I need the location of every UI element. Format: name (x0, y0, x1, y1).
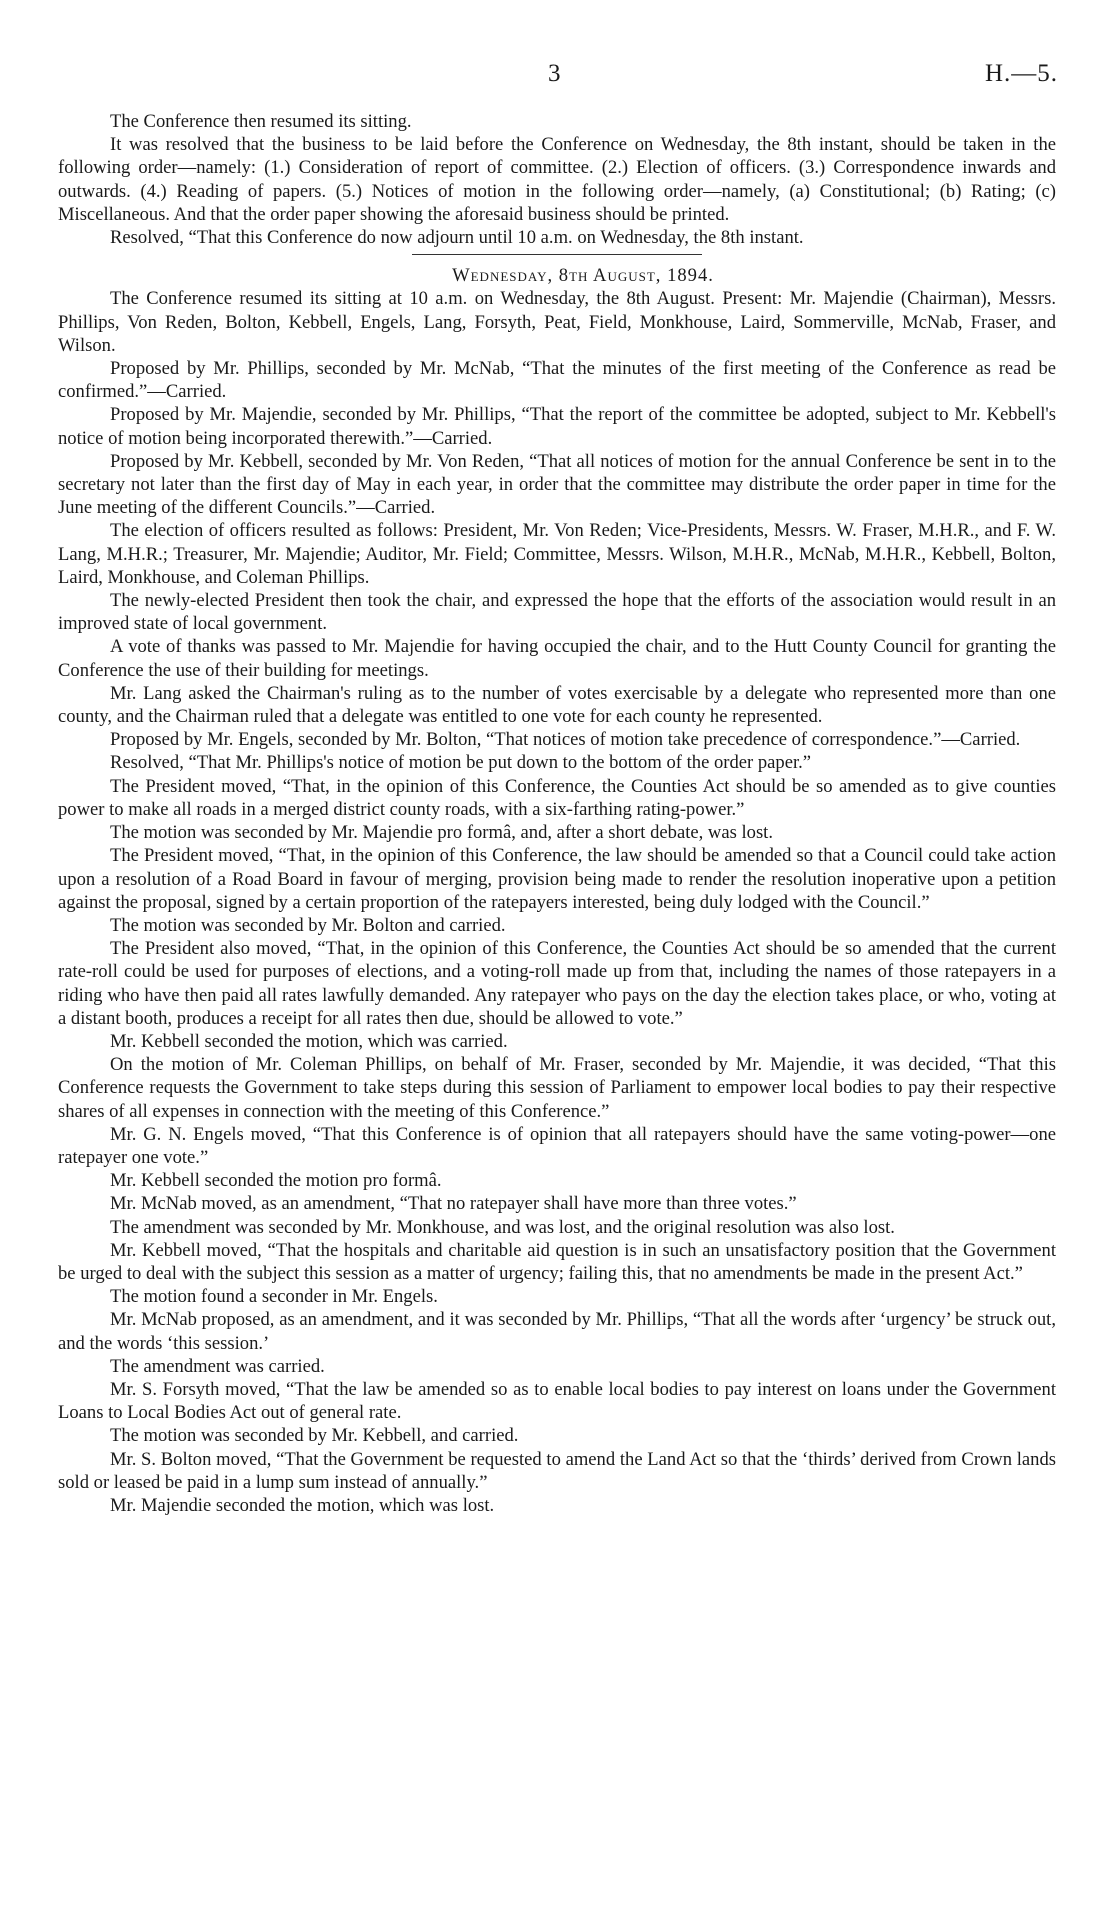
paragraph: The motion was seconded by Mr. Kebbell, and carried. (110, 1425, 519, 1447)
paragraph: Mr. G. N. Engels moved, “That this Conference is of opinion that all ratepayers should have the same voting-power—one ratepayer one vote.” (58, 1123, 1056, 1168)
paragraph: The President also moved, “That, in the opinion of this Conference, the Counties Act should be so amended that the current rate-roll could be used for purposes of elections, and a voting-roll made up from that, including the names of those ratepayers in a riding who have then paid all rates lawfully demanded. Any ratepayer who pays on the day the election takes place, or who, voting at a distant booth, produces a receipt for all rates then due, should be allowed to vote.” (58, 938, 1056, 1029)
paragraph: Proposed by Mr. Phillips, seconded by Mr. McNab, “That the minutes of the first meeting of the Conference as read be confirmed.”—Carried. (58, 358, 1056, 403)
paragraph: On the motion of Mr. Coleman Phillips, on behalf of Mr. Fraser, seconded by Mr. Majendie, it was decided, “That this Conference requests the Government to take steps during this session of Parliament to empower local bodies to pay their respective shares of all expenses in connection with the meeting of this Conference.” (58, 1054, 1056, 1122)
paragraph: Proposed by Mr. Majendie, seconded by Mr. Phillips, “That the report of the committee be adopted, subject to Mr. Kebbell's notice of motion being incorporated therewith.”—Carried. (58, 404, 1056, 449)
paragraph: Mr. Kebbell seconded the motion pro formâ. (110, 1170, 442, 1192)
paragraph: The Conference resumed its sitting at 10 a.m. on Wednesday, the 8th August. Present: Mr. Majendie (Chairman), Messrs. Phillips, Von Reden, Bolton, Kebbell, Engels, Lang, Forsyth, Peat, Field, Monkhouse, Laird, Sommerville, McNab, Fraser, and Wilson. (58, 288, 1056, 356)
paragraph: Mr. Majendie seconded the motion, which was lost. (110, 1494, 495, 1516)
paragraph: Mr. McNab moved, as an amendment, “That no ratepayer shall have more than three votes.” (110, 1193, 797, 1215)
page-body (58, 110, 1056, 1517)
paragraph: The motion was seconded by Mr. Bolton and carried. (110, 914, 506, 936)
paragraph: Mr. S. Forsyth moved, “That the law be amended so as to enable local bodies to pay interest on loans under the Government Loans to Local Bodies Act out of general rate. (58, 1378, 1056, 1424)
document-reference: H.—5. (984, 60, 1058, 87)
page-number: 3 (548, 60, 561, 87)
section-heading: Wednesday, 8th August, 1894. (452, 265, 714, 287)
paragraph: Mr. McNab proposed, as an amendment, and it was seconded by Mr. Phillips, “That all the words after ‘urgency’ be struck out, and the words ‘this session.’ (58, 1309, 1056, 1354)
paragraph: The motion was seconded by Mr. Majendie pro formâ, and, after a short debate, was lost. (110, 822, 773, 844)
paragraph: Mr. Kebbell seconded the motion, which was carried. (110, 1030, 508, 1052)
page-header (0, 60, 1114, 90)
paragraph: The amendment was carried. (110, 1355, 325, 1377)
paragraph: The newly-elected President then took the chair, and expressed the hope that the efforts of the association would result in an improved state of local government. (58, 590, 1056, 635)
paragraph: The election of officers resulted as follows: President, Mr. Von Reden; Vice-Presidents, Messrs. W. Fraser, M.H.R., and F. W. Lang, M.H.R.; Treasurer, Mr. Majendie; Auditor, Mr. Field; Committee, Messrs. Wilson, M.H.R., McNab, M.H.R., Kebbell, Bolton, Laird, Monkhouse, and Coleman Phillips. (58, 520, 1056, 588)
paragraph: The President moved, “That, in the opinion of this Conference, the Counties Act should be so amended as to give counties power to make all roads in a merged district county roads, with a six-farthing rating-power.” (58, 775, 1056, 820)
paragraph: The amendment was seconded by Mr. Monkhouse, and was lost, and the original resolution was also lost. (110, 1216, 895, 1238)
paragraph: It was resolved that the business to be laid before the Conference on Wednesday, the 8th instant, should be taken in the following order—namely: (1.) Consideration of report of committee. (2.) Election of officers. (3.) Correspondence inwards and outwards. (4.) Reading of papers. (5.) Notices of motion in the following order—namely, (a) Constitutional; (b) Rating; (c) Miscellaneous. And that the order paper showing the aforesaid business should be printed. (58, 134, 1056, 225)
paragraph: Mr. Kebbell moved, “That the hospitals and charitable aid question is in such an unsatisfactory position that the Government be urged to deal with the subject this session as a matter of urgency; failing this, that no amendments be made in the present Act.” (58, 1239, 1056, 1284)
paragraph: A vote of thanks was passed to Mr. Majendie for having occupied the chair, and to the Hutt County Council for granting the Conference the use of their building for meetings. (58, 636, 1056, 681)
paragraph: Mr. S. Bolton moved, “That the Government be requested to amend the Land Act so that the ‘thirds’ derived from Crown lands sold or leased be paid in a lump sum instead of annually.” (58, 1448, 1056, 1493)
paragraph: Proposed by Mr. Kebbell, seconded by Mr. Von Reden, “That all notices of motion for the annual Conference be sent in to the secretary not later than the first day of May in each year, in order that the committee may distribute the order paper in time for the June meeting of the different Councils.”—Carried. (58, 450, 1056, 519)
paragraph: The Conference then resumed its sitting. (110, 111, 412, 132)
paragraph: Mr. Lang asked the Chairman's ruling as to the number of votes exercisable by a delegate who represented more than one county, and the Chairman ruled that a delegate was entitled to one vote for each county he represented. (58, 682, 1056, 728)
paragraph: The President moved, “That, in the opinion of this Conference, the law should be amended so that a Council could take action upon a resolution of a Road Board in favour of merging, provision being made to render the resolution inoperative upon a petition against the proposal, signed by a certain proportion of the ratepayers interested, being duly lodged with the Council.” (58, 845, 1056, 913)
paragraph: Proposed by Mr. Engels, seconded by Mr. Bolton, “That notices of motion take precedence of correspondence.”—Carried. (110, 729, 1021, 751)
paragraph: Resolved, “That Mr. Phillips's notice of motion be put down to the bottom of the order paper.” (110, 752, 812, 774)
section-divider (412, 254, 702, 255)
paragraph: The motion found a seconder in Mr. Engels. (110, 1286, 438, 1308)
paragraph: Resolved, “That this Conference do now adjourn until 10 a.m. on Wednesday, the 8th instant. (110, 227, 804, 249)
